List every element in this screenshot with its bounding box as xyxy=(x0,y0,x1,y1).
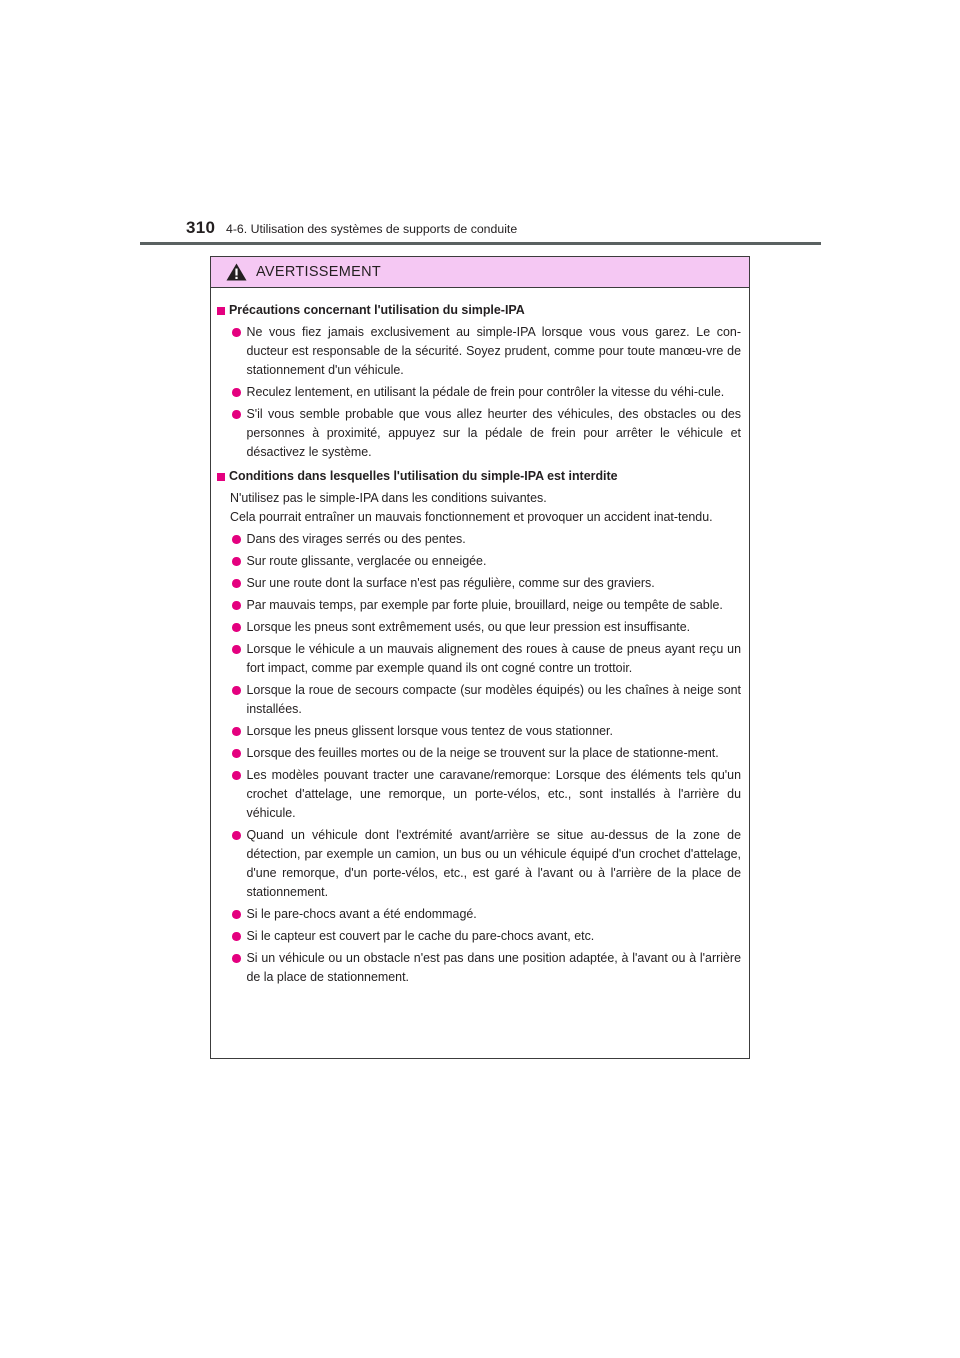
circle-bullet-icon xyxy=(232,954,241,963)
section-heading xyxy=(217,301,741,320)
list-item-text: Si le pare-chocs avant a été endommagé. xyxy=(246,907,477,921)
list-item-text: S'il vous semble probable que vous allez heurter des véhicules, des obstacles ou des personnes à proximité, appuyez sur la pédale de frein pour arrêter le véhicule et désactivez le système. xyxy=(246,407,741,459)
section-title: 4-6. Utilisation des systèmes de supports de conduite xyxy=(226,222,518,236)
list-item xyxy=(217,323,741,380)
warning-header xyxy=(211,257,749,288)
list-item xyxy=(217,530,741,549)
list-item xyxy=(217,405,741,462)
circle-bullet-icon xyxy=(232,749,241,758)
circle-bullet-icon xyxy=(232,535,241,544)
warning-triangle-icon xyxy=(226,263,247,281)
warning-body xyxy=(211,288,749,987)
list-item-text: Si le capteur est couvert par le cache du pare-chocs avant, etc. xyxy=(246,929,595,943)
list-item-text: Les modèles pouvant tracter une caravane/remorque: Lorsque des éléments tels qu'un crochet d'attelage, une remorque, un porte-vélos, etc., sont installés à l'arrière du véhicule. xyxy=(246,768,741,820)
warning-title: AVERTISSEMENT xyxy=(256,264,382,280)
circle-bullet-icon xyxy=(232,388,241,397)
list-item xyxy=(217,681,741,719)
circle-bullet-icon xyxy=(232,771,241,780)
list-item xyxy=(217,927,741,946)
list-item-text: Si un véhicule ou un obstacle n'est pas dans une position adaptée, à l'avant ou à l'arrière de la place de stationnement. xyxy=(246,951,741,984)
list-item-text: Ne vous fiez jamais exclusivement au simple-IPA lorsque vous vous garez. Le con-ducteur est responsable de la sécurité. Soyez prudent, comme pour toute manœu-vre de stationnement d'un véhicule. xyxy=(246,325,741,377)
circle-bullet-icon xyxy=(232,932,241,941)
circle-bullet-icon xyxy=(232,831,241,840)
list-item-text: Sur route glissante, verglacée ou enneigée. xyxy=(246,554,487,568)
list-item xyxy=(217,618,741,637)
list-item-text: Lorsque le véhicule a un mauvais alignement des roues à cause de pneus ayant reçu un fort impact, comme par exemple quand ils ont cogné contre un trottoir. xyxy=(246,642,741,675)
circle-bullet-icon xyxy=(232,910,241,919)
circle-bullet-icon xyxy=(232,579,241,588)
header-rule xyxy=(140,242,821,245)
list-item xyxy=(217,552,741,571)
square-bullet-icon xyxy=(217,473,225,481)
section-heading-text: Précautions concernant l'utilisation du simple-IPA xyxy=(229,303,525,317)
circle-bullet-icon xyxy=(232,601,241,610)
intro-paragraph: Cela pourrait entraîner un mauvais fonctionnement et provoquer un accident inat-tendu. xyxy=(230,510,713,524)
list-item-text: Lorsque des feuilles mortes ou de la neige se trouvent sur la place de stationne-ment. xyxy=(246,746,719,760)
list-item xyxy=(217,949,741,987)
intro-paragraph: N'utilisez pas le simple-IPA dans les conditions suivantes. xyxy=(230,491,547,505)
circle-bullet-icon xyxy=(232,410,241,419)
circle-bullet-icon xyxy=(232,686,241,695)
list-item xyxy=(217,640,741,678)
circle-bullet-icon xyxy=(232,557,241,566)
circle-bullet-icon xyxy=(232,645,241,654)
page-number: 310 xyxy=(186,218,216,237)
list-item xyxy=(217,766,741,823)
list-item xyxy=(217,574,741,593)
list-item xyxy=(217,722,741,741)
warning-box xyxy=(210,256,750,1059)
list-item xyxy=(217,826,741,902)
list-item xyxy=(217,383,741,402)
list-item-text: Lorsque la roue de secours compacte (sur modèles équipés) ou les chaînes à neige sont installées. xyxy=(246,683,741,716)
section-heading-text: Conditions dans lesquelles l'utilisation du simple-IPA est interdite xyxy=(229,469,618,483)
list-item xyxy=(217,744,741,763)
list-item-text: Lorsque les pneus glissent lorsque vous tentez de vous stationner. xyxy=(246,724,613,738)
circle-bullet-icon xyxy=(232,623,241,632)
list-item-text: Par mauvais temps, par exemple par forte pluie, brouillard, neige ou tempête de sable. xyxy=(246,598,723,612)
circle-bullet-icon xyxy=(232,727,241,736)
list-item-text: Dans des virages serrés ou des pentes. xyxy=(246,532,466,546)
list-item-text: Reculez lentement, en utilisant la pédale de frein pour contrôler la vitesse du véhi-cule. xyxy=(246,385,725,399)
list-item-text: Sur une route dont la surface n'est pas régulière, comme sur des graviers. xyxy=(246,576,655,590)
list-item xyxy=(217,905,741,924)
list-item-text: Quand un véhicule dont l'extrémité avant/arrière se situe au-dessus de la zone de détection, par exemple un camion, un bus ou un véhicule équipé d'un crochet d'attelage, d'une remorque, d'un porte-vélos, etc., est garé à l'avant ou à l'arrière de la place de stationnement. xyxy=(246,828,741,899)
square-bullet-icon xyxy=(217,307,225,315)
circle-bullet-icon xyxy=(232,328,241,337)
list-item xyxy=(217,596,741,615)
section-heading xyxy=(217,467,741,486)
list-item-text: Lorsque les pneus sont extrêmement usés, ou que leur pression est insuffisante. xyxy=(246,620,691,634)
